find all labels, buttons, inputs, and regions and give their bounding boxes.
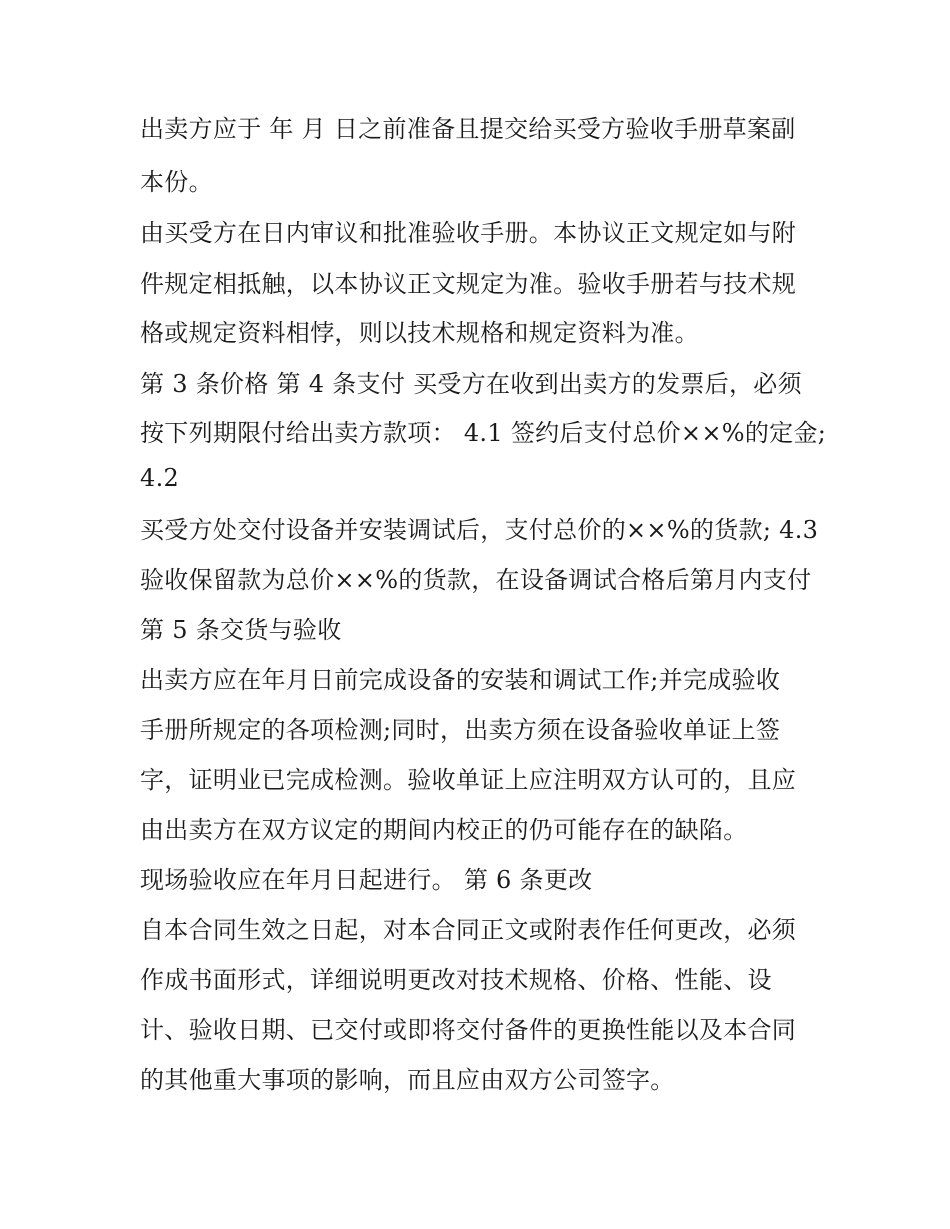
- text-line: 出卖方应在年月日前完成设备的安装和调试工作;并完成验收: [140, 666, 781, 694]
- text-line: 现场验收应在年月日起进行。 第 6 条更改: [140, 866, 593, 894]
- text-line: 4.2: [140, 464, 180, 492]
- text-line: 出卖方应于 年 月 日之前准备且提交给买受方验收手册草案副: [140, 115, 796, 143]
- text-line: 作成书面形式，详细说明更改对技术规格、价格、性能、设: [140, 966, 772, 994]
- text-line: 的其他重大事项的影响，而且应由双方公司签字。: [140, 1066, 675, 1094]
- text-line: 按下列期限付给出卖方款项： 4.1 签约后支付总价××%的定金;: [140, 419, 827, 447]
- text-line: 计、验收日期、已交付或即将交付备件的更换性能以及本合同: [140, 1016, 797, 1044]
- text-line: 第 3 条价格 第 4 条支付 买受方在收到出卖方的发票后，必须: [140, 370, 802, 398]
- text-line: 本份。: [140, 168, 213, 196]
- text-line: 格或规定资料相悖，则以技术规格和规定资料为准。: [140, 319, 699, 347]
- text-line: 第 5 条交货与验收: [140, 616, 342, 644]
- text-line: 自本合同生效之日起，对本合同正文或附表作任何更改，必须: [140, 916, 797, 944]
- text-line: 手册所规定的各项检测;同时，出卖方须在设备验收单证上签: [140, 716, 781, 744]
- text-line: 字，证明业已完成检测。验收单证上应注明双方认可的，且应: [140, 766, 797, 794]
- text-line: 验收保留款为总价××%的货款，在设备调试合格后第月内支付: [140, 566, 812, 594]
- text-line: 件规定相抵触，以本协议正文规定为准。验收手册若与技术规: [140, 270, 797, 298]
- text-line: 买受方处交付设备并安装调试后，支付总价的××%的货款; 4.3: [140, 516, 819, 544]
- text-line: 由买受方在日内审议和批准验收手册。本协议正文规定如与附: [140, 219, 797, 247]
- text-line: 由出卖方在双方议定的期间内校正的仍可能存在的缺陷。: [140, 816, 748, 844]
